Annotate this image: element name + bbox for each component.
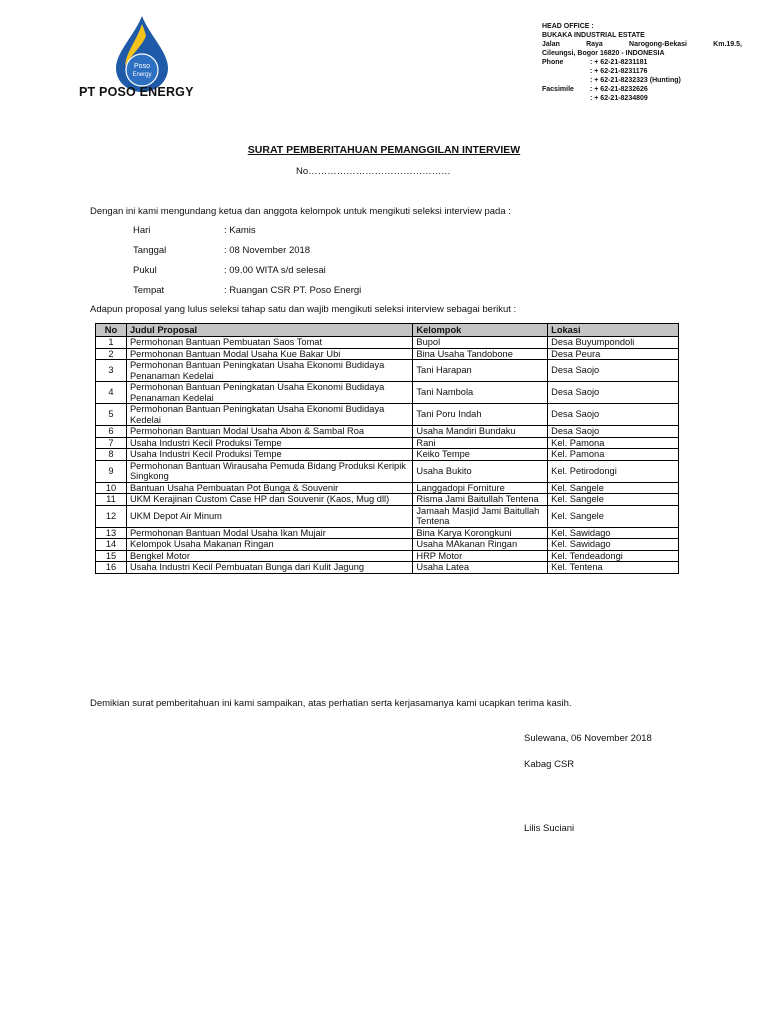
cell-lokasi: Desa Buyumpondoli — [548, 337, 679, 349]
detail-row-tanggal — [133, 245, 310, 256]
phone-row — [542, 58, 742, 67]
table-row — [96, 505, 679, 527]
table-row — [96, 539, 679, 551]
cell-no: 15 — [96, 550, 127, 562]
table-lead-text: Adapun proposal yang lulus seleksi tahap satu dan wajib mengikuti seleksi interview sebagai berikut : — [90, 304, 517, 315]
phone-row — [542, 76, 742, 85]
detail-value: : 09.00 WITA s/d selesai — [224, 265, 326, 276]
letter-title-wrap — [0, 144, 768, 156]
company-logo — [112, 14, 172, 94]
detail-value: : 08 November 2018 — [224, 245, 311, 256]
fax-number: : + 62-21-8232626 — [590, 86, 648, 93]
cell-kelompok: Bina Karya Korongkuni — [413, 527, 548, 539]
detail-value: : Kamis — [224, 225, 256, 236]
signer-name: Lilis Suciani — [524, 823, 575, 834]
company-name: PT POSO ENERGY — [79, 85, 194, 99]
table-row — [96, 404, 679, 426]
table-row — [96, 337, 679, 349]
cell-kelompok: Keiko Tempe — [413, 449, 548, 461]
phone-number: : + 62-21-8231181 — [590, 59, 648, 66]
table-row — [96, 449, 679, 461]
cell-kelompok: Usaha Mandiri Bundaku — [413, 426, 548, 438]
head-office-block — [542, 22, 742, 103]
address-part: Raya — [586, 41, 603, 48]
fax-number: : + 62-21-8234809 — [590, 95, 648, 102]
cell-lokasi: Kel. Sawidago — [548, 527, 679, 539]
cell-kelompok: Tani Harapan — [413, 360, 548, 382]
cell-judul: Usaha Industri Kecil Pembuatan Bunga dari Kulit Jagung — [126, 562, 412, 574]
detail-label: Tempat — [133, 285, 165, 296]
head-office-address-line1 — [542, 40, 742, 49]
cell-no: 6 — [96, 426, 127, 438]
detail-label: Pukul — [133, 265, 157, 276]
cell-lokasi: Kel. Petirodongi — [548, 460, 679, 482]
cell-no: 13 — [96, 527, 127, 539]
detail-value: : Ruangan CSR PT. Poso Energi — [224, 285, 362, 296]
cell-lokasi: Kel. Sangele — [548, 505, 679, 527]
cell-judul: UKM Depot Air Minum — [126, 505, 412, 527]
header-judul: Judul Proposal — [126, 324, 412, 337]
detail-label: Hari — [133, 225, 151, 236]
cell-kelompok: Bina Usaha Tandobone — [413, 348, 548, 360]
fax-row — [542, 94, 742, 103]
cell-kelompok: Tani Nambola — [413, 382, 548, 404]
table-row — [96, 348, 679, 360]
signer-position: Kabag CSR — [524, 759, 575, 770]
table-header-row — [96, 324, 679, 337]
cell-lokasi: Desa Peura — [548, 348, 679, 360]
place-date: Sulewana, 06 November 2018 — [524, 733, 652, 744]
cell-judul: Kelompok Usaha Makanan Ringan — [126, 539, 412, 551]
cell-kelompok: Usaha Latea — [413, 562, 548, 574]
table-row — [96, 482, 679, 494]
cell-kelompok: Risma Jami Baitullah Tentena — [413, 494, 548, 506]
table-row — [96, 494, 679, 506]
detail-row-tempat — [133, 285, 361, 296]
table-row — [96, 527, 679, 539]
cell-judul: Permohonan Bantuan Peningkatan Usaha Ekonomi Budidaya Penanaman Kedelai — [126, 382, 412, 404]
address-part: Km.19.5, — [713, 41, 742, 48]
detail-row-pukul — [133, 265, 326, 276]
header-kelompok: Kelompok — [413, 324, 548, 337]
cell-no: 3 — [96, 360, 127, 382]
head-office-address-line2: Cileungsi, Bogor 16820 - INDONESIA — [542, 50, 665, 57]
cell-judul: Permohonan Bantuan Modal Usaha Abon & Sambal Roa — [126, 426, 412, 438]
cell-judul: Bantuan Usaha Pembuatan Pot Bunga & Souvenir — [126, 482, 412, 494]
fax-row — [542, 85, 742, 94]
cell-no: 4 — [96, 382, 127, 404]
logo-text-line2: Energy — [132, 72, 152, 78]
cell-kelompok: Tani Poru Indah — [413, 404, 548, 426]
cell-kelompok: Usaha Bukito — [413, 460, 548, 482]
fax-label: Facsimile — [542, 86, 574, 93]
cell-lokasi: Kel. Tendeadongi — [548, 550, 679, 562]
cell-judul: Permohonan Bantuan Modal Usaha Kue Bakar Ubi — [126, 348, 412, 360]
cell-kelompok: Bupol — [413, 337, 548, 349]
letter-intro: Dengan ini kami mengundang ketua dan anggota kelompok untuk mengikuti seleksi interview pada : — [90, 206, 511, 217]
letter-closing: Demikian surat pemberitahuan ini kami sampaikan, atas perhatian serta kerjasamanya kami ucapkan terima kasih. — [90, 698, 572, 709]
table-row — [96, 460, 679, 482]
header-no: No — [96, 324, 127, 337]
cell-kelompok: Langgadopi Forniture — [413, 482, 548, 494]
head-office-label: HEAD OFFICE : — [542, 23, 594, 30]
cell-kelompok: Usaha MAkanan Ringan — [413, 539, 548, 551]
phone-number: : + 62-21-8231176 — [590, 68, 648, 75]
cell-judul: Permohonan Bantuan Pembuatan Saos Tomat — [126, 337, 412, 349]
cell-lokasi: Kel. Pamona — [548, 449, 679, 461]
cell-kelompok: Jamaah Masjid Jami Baitullah Tentena — [413, 505, 548, 527]
letter-title: SURAT PEMBERITAHUAN PEMANGGILAN INTERVIEW — [247, 144, 521, 156]
cell-lokasi: Desa Saojo — [548, 404, 679, 426]
address-part: Narogong-Bekasi — [629, 41, 687, 48]
table-row — [96, 360, 679, 382]
detail-label: Tanggal — [133, 245, 167, 256]
table-row — [96, 550, 679, 562]
cell-judul: Permohonan Bantuan Peningkatan Usaha Ekonomi Budidaya Penanaman Kedelai — [126, 360, 412, 382]
cell-judul: UKM Kerajinan Custom Case HP dan Souvenir (Kaos, Mug dll) — [126, 494, 412, 506]
letter-number: No……………………………………… — [296, 166, 451, 177]
cell-no: 14 — [96, 539, 127, 551]
cell-judul: Permohonan Bantuan Wirausaha Pemuda Bidang Produksi Keripik Singkong — [126, 460, 412, 482]
header-lokasi: Lokasi — [548, 324, 679, 337]
cell-no: 12 — [96, 505, 127, 527]
address-part: Jalan — [542, 41, 560, 48]
cell-kelompok: HRP Motor — [413, 550, 548, 562]
table-row — [96, 426, 679, 438]
table-row — [96, 562, 679, 574]
logo-text-line1: Poso — [134, 63, 150, 70]
table-body — [96, 337, 679, 574]
cell-lokasi: Desa Saojo — [548, 426, 679, 438]
cell-lokasi: Kel. Tentena — [548, 562, 679, 574]
cell-lokasi: Kel. Pamona — [548, 437, 679, 449]
cell-judul: Permohonan Bantuan Peningkatan Usaha Ekonomi Budidaya Kedelai — [126, 404, 412, 426]
cell-no: 10 — [96, 482, 127, 494]
head-office-estate: BUKAKA INDUSTRIAL ESTATE — [542, 32, 645, 39]
table-row — [96, 382, 679, 404]
cell-lokasi: Kel. Sawidago — [548, 539, 679, 551]
table-row — [96, 437, 679, 449]
cell-no: 9 — [96, 460, 127, 482]
cell-no: 1 — [96, 337, 127, 349]
cell-kelompok: Rani — [413, 437, 548, 449]
cell-no: 16 — [96, 562, 127, 574]
phone-label: Phone — [542, 59, 564, 66]
cell-no: 8 — [96, 449, 127, 461]
cell-lokasi: Kel. Sangele — [548, 494, 679, 506]
phone-row — [542, 67, 742, 76]
proposal-table — [95, 323, 679, 574]
cell-no: 5 — [96, 404, 127, 426]
cell-judul: Usaha Industri Kecil Produksi Tempe — [126, 437, 412, 449]
phone-number: : + 62-21-8232323 (Hunting) — [590, 77, 681, 84]
detail-row-hari — [133, 225, 256, 236]
logo-inner-circle — [126, 54, 158, 86]
cell-judul: Bengkel Motor — [126, 550, 412, 562]
cell-lokasi: Desa Saojo — [548, 360, 679, 382]
cell-judul: Permohonan Bantuan Modal Usaha Ikan Mujair — [126, 527, 412, 539]
cell-judul: Usaha Industri Kecil Produksi Tempe — [126, 449, 412, 461]
cell-lokasi: Kel. Sangele — [548, 482, 679, 494]
cell-no: 2 — [96, 348, 127, 360]
cell-lokasi: Desa Saojo — [548, 382, 679, 404]
cell-no: 11 — [96, 494, 127, 506]
cell-no: 7 — [96, 437, 127, 449]
